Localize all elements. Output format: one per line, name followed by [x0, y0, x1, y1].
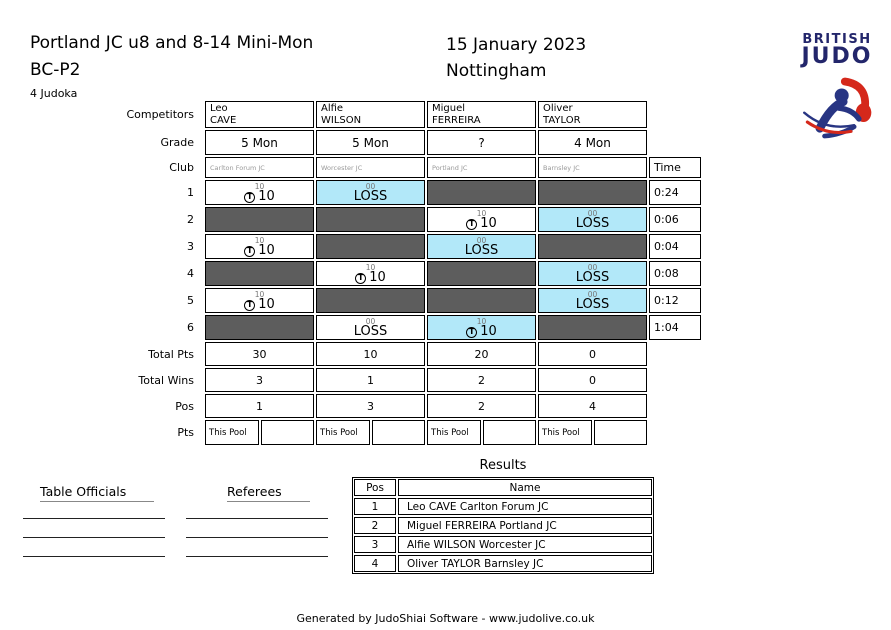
competitor-last-name: TAYLOR	[543, 114, 581, 126]
competitor-first-name: Leo	[210, 103, 228, 114]
score-main: 10	[480, 324, 497, 339]
match-cell	[538, 180, 647, 205]
spacer	[649, 368, 701, 392]
result-pos: 1	[354, 498, 396, 515]
competitor-last-name: FERREIRA	[432, 114, 481, 126]
competitor-cell	[316, 101, 425, 128]
match-cell	[316, 207, 425, 232]
match-time: 0:08	[649, 261, 701, 286]
score-main: LOSS	[353, 189, 388, 204]
total-wins-cell: 0	[538, 368, 647, 392]
event-location: Nottingham	[446, 61, 547, 81]
match-cell	[205, 288, 314, 313]
match-row-number: 1	[187, 186, 194, 199]
row-label-grade: Grade	[160, 136, 194, 149]
score-main: 10	[369, 270, 386, 285]
total-pts-cell: 0	[538, 342, 647, 366]
ippon-icon: T	[355, 273, 366, 284]
row-label-pts: Pts	[177, 426, 194, 439]
match-cell	[427, 288, 536, 313]
match-cell	[538, 261, 647, 286]
result-name: Oliver TAYLOR Barnsley JC	[398, 555, 652, 572]
total-wins-cell: 3	[205, 368, 314, 392]
results-header-name: Name	[398, 479, 652, 496]
score-main: 10	[258, 243, 275, 258]
spacer	[649, 420, 701, 445]
competitor-first-name: Oliver	[543, 103, 573, 114]
competitor-last-name: CAVE	[210, 114, 237, 126]
match-cell	[316, 234, 425, 259]
pts-blank-cell	[594, 420, 647, 445]
club-cell: Portland JC	[427, 157, 536, 178]
match-row-number: 4	[187, 267, 194, 280]
this-pool-cell: This Pool	[427, 420, 481, 445]
score-main: LOSS	[464, 243, 499, 258]
spacer	[649, 101, 701, 128]
total-pts-cell: 20	[427, 342, 536, 366]
ippon-icon: T	[244, 300, 255, 311]
signature-line	[23, 537, 165, 538]
match-cell	[427, 180, 536, 205]
spacer	[649, 342, 701, 366]
result-name: Miguel FERREIRA Portland JC	[398, 517, 652, 534]
match-cell	[316, 261, 425, 286]
match-cell	[538, 288, 647, 313]
score-main: 10	[258, 189, 275, 204]
results-header-pos: Pos	[354, 479, 396, 496]
result-pos: 2	[354, 517, 396, 534]
match-cell	[316, 315, 425, 340]
position-cell: 1	[205, 394, 314, 418]
score-detail: 00	[365, 317, 376, 326]
position-cell: 3	[316, 394, 425, 418]
row-label-club: Club	[169, 161, 194, 174]
row-label-total-wins: Total Wins	[138, 373, 194, 387]
match-time: 1:04	[649, 315, 701, 340]
club-cell: Worcester JC	[316, 157, 425, 178]
total-wins-cell: 2	[427, 368, 536, 392]
score-main: 10	[258, 297, 275, 312]
score-detail: 10	[476, 209, 487, 218]
competitor-first-name: Miguel	[432, 103, 466, 114]
logo-text-british: BRITISH	[802, 32, 872, 47]
this-pool-cell: This Pool	[316, 420, 370, 445]
match-cell	[538, 207, 647, 232]
ippon-icon: T	[244, 246, 255, 257]
generator-credit: Generated by JudoShiai Software - www.judolive.co.uk	[296, 612, 595, 625]
score-detail: 00	[587, 209, 598, 218]
match-row-number: 2	[187, 213, 194, 226]
competitor-last-name: WILSON	[321, 114, 362, 126]
match-cell	[205, 234, 314, 259]
match-cell	[316, 288, 425, 313]
ippon-icon: T	[466, 219, 477, 230]
match-time: 0:06	[649, 207, 701, 232]
match-cell	[538, 234, 647, 259]
match-cell	[538, 315, 647, 340]
score-detail: 00	[365, 182, 376, 191]
competitor-cell	[427, 101, 536, 128]
score-main: LOSS	[575, 216, 610, 231]
match-cell	[427, 261, 536, 286]
score-detail: 10	[254, 182, 265, 191]
pts-blank-cell	[483, 420, 536, 445]
competitor-cell	[538, 101, 647, 128]
match-row-number: 3	[187, 240, 194, 253]
signature-line	[186, 518, 328, 519]
competitor-cell	[205, 101, 314, 128]
score-detail: 10	[254, 290, 265, 299]
signature-line	[23, 518, 165, 519]
signature-line	[186, 537, 328, 538]
event-date: 15 January 2023	[446, 35, 587, 55]
total-pts-cell: 30	[205, 342, 314, 366]
result-pos: 3	[354, 536, 396, 553]
score-detail: 10	[254, 236, 265, 245]
table-officials-heading: Table Officials	[40, 484, 154, 502]
results-title: Results	[479, 458, 527, 473]
match-cell	[205, 207, 314, 232]
score-detail: 00	[587, 290, 598, 299]
page-title: Portland JC u8 and 8-14 Mini-Mon	[30, 33, 314, 53]
club-cell: Carlton Forum JC	[205, 157, 314, 178]
match-time: 0:04	[649, 234, 701, 259]
result-pos: 4	[354, 555, 396, 572]
pts-cell-group	[316, 420, 425, 445]
match-cell	[427, 234, 536, 259]
score-main: LOSS	[575, 270, 610, 285]
grade-cell: 5 Mon	[316, 130, 425, 155]
score-main: LOSS	[353, 324, 388, 339]
result-name: Leo CAVE Carlton Forum JC	[398, 498, 652, 515]
score-detail: 10	[365, 263, 376, 272]
this-pool-cell: This Pool	[205, 420, 259, 445]
grade-cell: 5 Mon	[205, 130, 314, 155]
judoka-count: 4 Judoka	[30, 87, 78, 100]
signature-line	[186, 556, 328, 557]
british-judo-logo	[791, 32, 883, 148]
spacer	[649, 394, 701, 418]
match-cell	[205, 180, 314, 205]
results-table	[352, 477, 654, 574]
pool-grid	[28, 101, 701, 445]
result-name: Alfie WILSON Worcester JC	[398, 536, 652, 553]
match-cell	[427, 315, 536, 340]
match-row-number: 5	[187, 294, 194, 307]
referees-heading: Referees	[227, 484, 310, 502]
score-detail: 10	[476, 317, 487, 326]
logo-text-judo: JUDO	[801, 44, 873, 69]
match-time: 0:12	[649, 288, 701, 313]
ippon-icon: T	[466, 327, 477, 338]
match-time: 0:24	[649, 180, 701, 205]
score-main: LOSS	[575, 297, 610, 312]
pts-cell-group	[427, 420, 536, 445]
pts-cell-group	[538, 420, 647, 445]
match-cell	[205, 261, 314, 286]
total-wins-cell: 1	[316, 368, 425, 392]
score-main: 10	[480, 216, 497, 231]
score-detail: 00	[476, 236, 487, 245]
time-column-header: Time	[649, 157, 701, 178]
competitor-first-name: Alfie	[321, 103, 344, 114]
total-pts-cell: 10	[316, 342, 425, 366]
row-label-competitors: Competitors	[126, 108, 194, 121]
pts-cell-group	[205, 420, 314, 445]
position-cell: 4	[538, 394, 647, 418]
match-row-number: 6	[187, 321, 194, 334]
match-cell	[427, 207, 536, 232]
spacer	[649, 130, 701, 155]
judo-throw-icon	[798, 72, 876, 144]
ippon-icon: T	[244, 192, 255, 203]
signature-line	[23, 556, 165, 557]
category-code: BC-P2	[30, 60, 81, 80]
this-pool-cell: This Pool	[538, 420, 592, 445]
grade-cell: 4 Mon	[538, 130, 647, 155]
grade-cell: ?	[427, 130, 536, 155]
row-label-total-pts: Total Pts	[148, 347, 194, 361]
match-cell	[205, 315, 314, 340]
score-detail: 00	[587, 263, 598, 272]
row-label-pos: Pos	[175, 399, 194, 413]
pts-blank-cell	[372, 420, 425, 445]
position-cell: 2	[427, 394, 536, 418]
pts-blank-cell	[261, 420, 314, 445]
match-cell	[316, 180, 425, 205]
club-cell: Barnsley JC	[538, 157, 647, 178]
